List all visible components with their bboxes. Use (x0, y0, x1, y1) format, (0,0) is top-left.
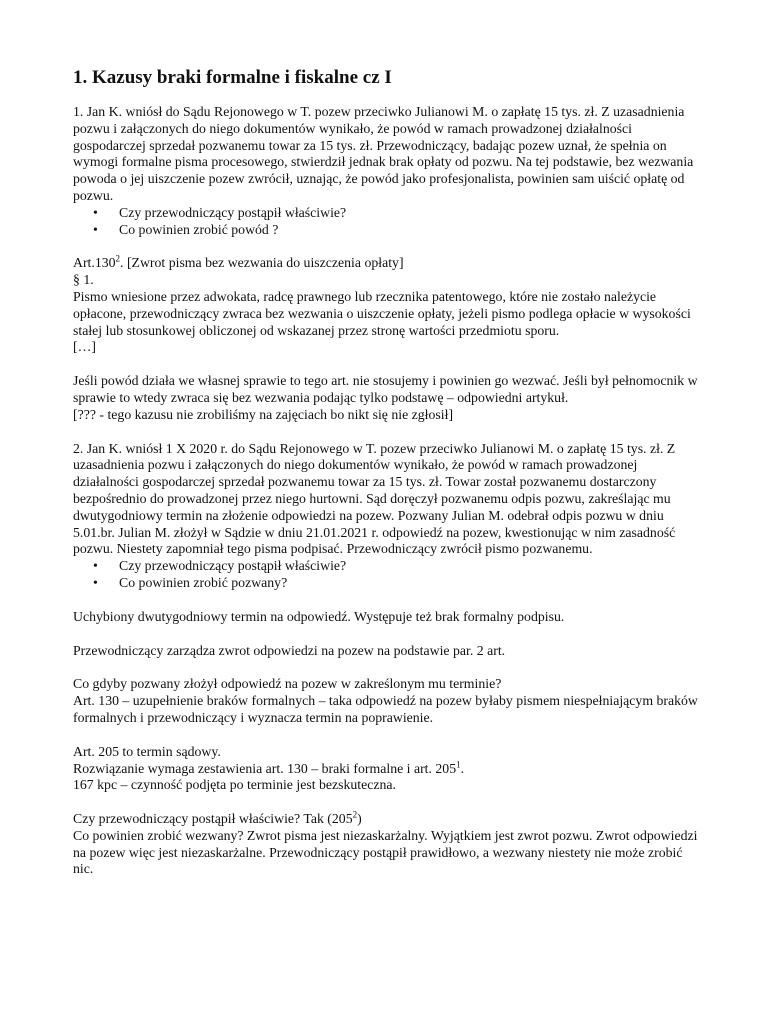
art-130-text: Pismo wniesione przez adwokata, radcę prawnego lub rzecznika patentowego, które nie zostało należycie opłacone, przewodniczący zwraca bez wezwania o uiszczenie opłaty, jeżeli pismo podlega opłacie w wysokości stałej lub stosunkowej obliczonej od wskazanej przez stronę wartości przedmiotu sporu. (73, 288, 691, 338)
document-page (73, 66, 698, 878)
case-1-question-1: • Czy przewodniczący postąpił właściwie? (73, 205, 698, 222)
answer-4-line-1: Art. 205 to termin sądowy. (73, 743, 221, 759)
case-2-questions (73, 558, 698, 592)
answer-2: Przewodniczący zarządza zwrot odpowiedzi na pozew na podstawie par. 2 art. (73, 642, 506, 658)
answer-4-line-3: 167 kpc – czynność podjęta po terminie jest bezskuteczna. (73, 777, 396, 793)
note-1-text: Jeśli powód działa we własnej sprawie to tego art. nie stosujemy i powinien go wezwać. Jeśli był pełnomocnik w sprawie to wtedy zwraca się bez wezwania podając tylko podstawę – odpowiedni artykuł. (73, 373, 698, 405)
art-130-ellipsis: […] (73, 339, 96, 355)
case-2-question-2: • Co powinien zrobić pozwany? (73, 575, 698, 592)
case-1-text: 1. Jan K. wniósł do Sądu Rejonowego w T. pozew przeciwko Julianowi M. o zapłatę 15 tys. zł. Z uzasadnienia pozwu i załączonych do niego dokumentów wynikało, że powód w ramach prowadzonej działalności gospodarczej sprzedał pozwanemu towar za 15 tys. zł. Przewodniczący, badając pozew uznał, że spełnia on wymogi formalne pisma procesowego, stwierdził jednak brak opłaty od pozwu. Na tej podstawie, bez wezwania powoda o jej uiszczenie pozew zwrócił, uznając, że powód jako profesjonalista, powinien sam uiścić opłatę od pozwu. (73, 104, 694, 203)
art-130-heading: Art.130$^2$. [Zwrot pisma bez wezwania do uiszczenia opłaty] (73, 253, 404, 271)
case-2-text: 2. Jan K. wniósł 1 X 2020 r. do Sądu Rejonowego w T. pozew przeciwko Julianowi M. o zapłatę 15 tys. zł. Z uzasadnienia pozwu i załączonych do niego dokumentów wynikało, że powód w ramach prowadzonej działalności gospodarczej sprzedał pozwanemu towar za 15 tys. zł. Towar został pozwanemu dostarczony bezpośrednio do prowadzonej przez niego hurtowni. Sąd doręczył pozwanemu odpis pozwu, zakreślając mu dwutygodniowy termin na złożenie odpowiedzi na pozew. Pozwany Julian M. odebrał odpis pozwu w dniu 5.01.br. Julian M. złożył w Sądzie w dniu 21.01.2021 r. odpowiedź na pozew, kwestionując w nim zasadność pozwu. Niestety zapomniał tego pisma podpisać. Przewodniczący zwrócił pismo pozwanemu. (73, 440, 676, 557)
art-130-paragraph-mark: § 1. (73, 272, 94, 288)
answer-5-line-2: Co powinien zrobić wezwany? Zwrot pisma jest niezaskarżalny. Wyjątkiem jest zwrot pozwu. Zwrot odpowiedzi na pozew więc jest niezaskarżalne. Przewodniczący postąpił prawidłowo, a wezwany niestety nie może zrobić nic. (73, 827, 698, 877)
answer-3-question: Co gdyby pozwany złożył odpowiedź na pozew w zakreślonym mu terminie? (73, 676, 502, 692)
note-1-remark: [??? - tego kazusu nie zrobiliśmy na zajęciach bo nikt się nie zgłosił] (73, 406, 454, 422)
answer-1: Uchybiony dwutygodniowy termin na odpowiedź. Występuje też brak formalny podpisu. (73, 608, 565, 624)
document-title: 1. Kazusy braki formalne i fiskalne cz I (73, 67, 392, 88)
answer-3-text: Art. 130 – uzupełnienie braków formalnych – taka odpowiedź na pozew byłaby pismem niespełniającym braków formalnych i przewodniczący i wyznacza termin na poprawienie. (73, 693, 698, 725)
answer-4-line-2: Rozwiązanie wymaga zestawienia art. 130 – braki formalne i art. $205^1$. (73, 758, 465, 776)
case-1-questions (73, 205, 698, 239)
answer-5-line-1: Czy przewodniczący postąpił właściwie? Tak $(205^2)$ (73, 809, 362, 827)
case-2-question-1: • Czy przewodniczący postąpił właściwie? (73, 558, 698, 575)
case-1-question-2: • Co powinien zrobić powód ? (73, 222, 698, 239)
